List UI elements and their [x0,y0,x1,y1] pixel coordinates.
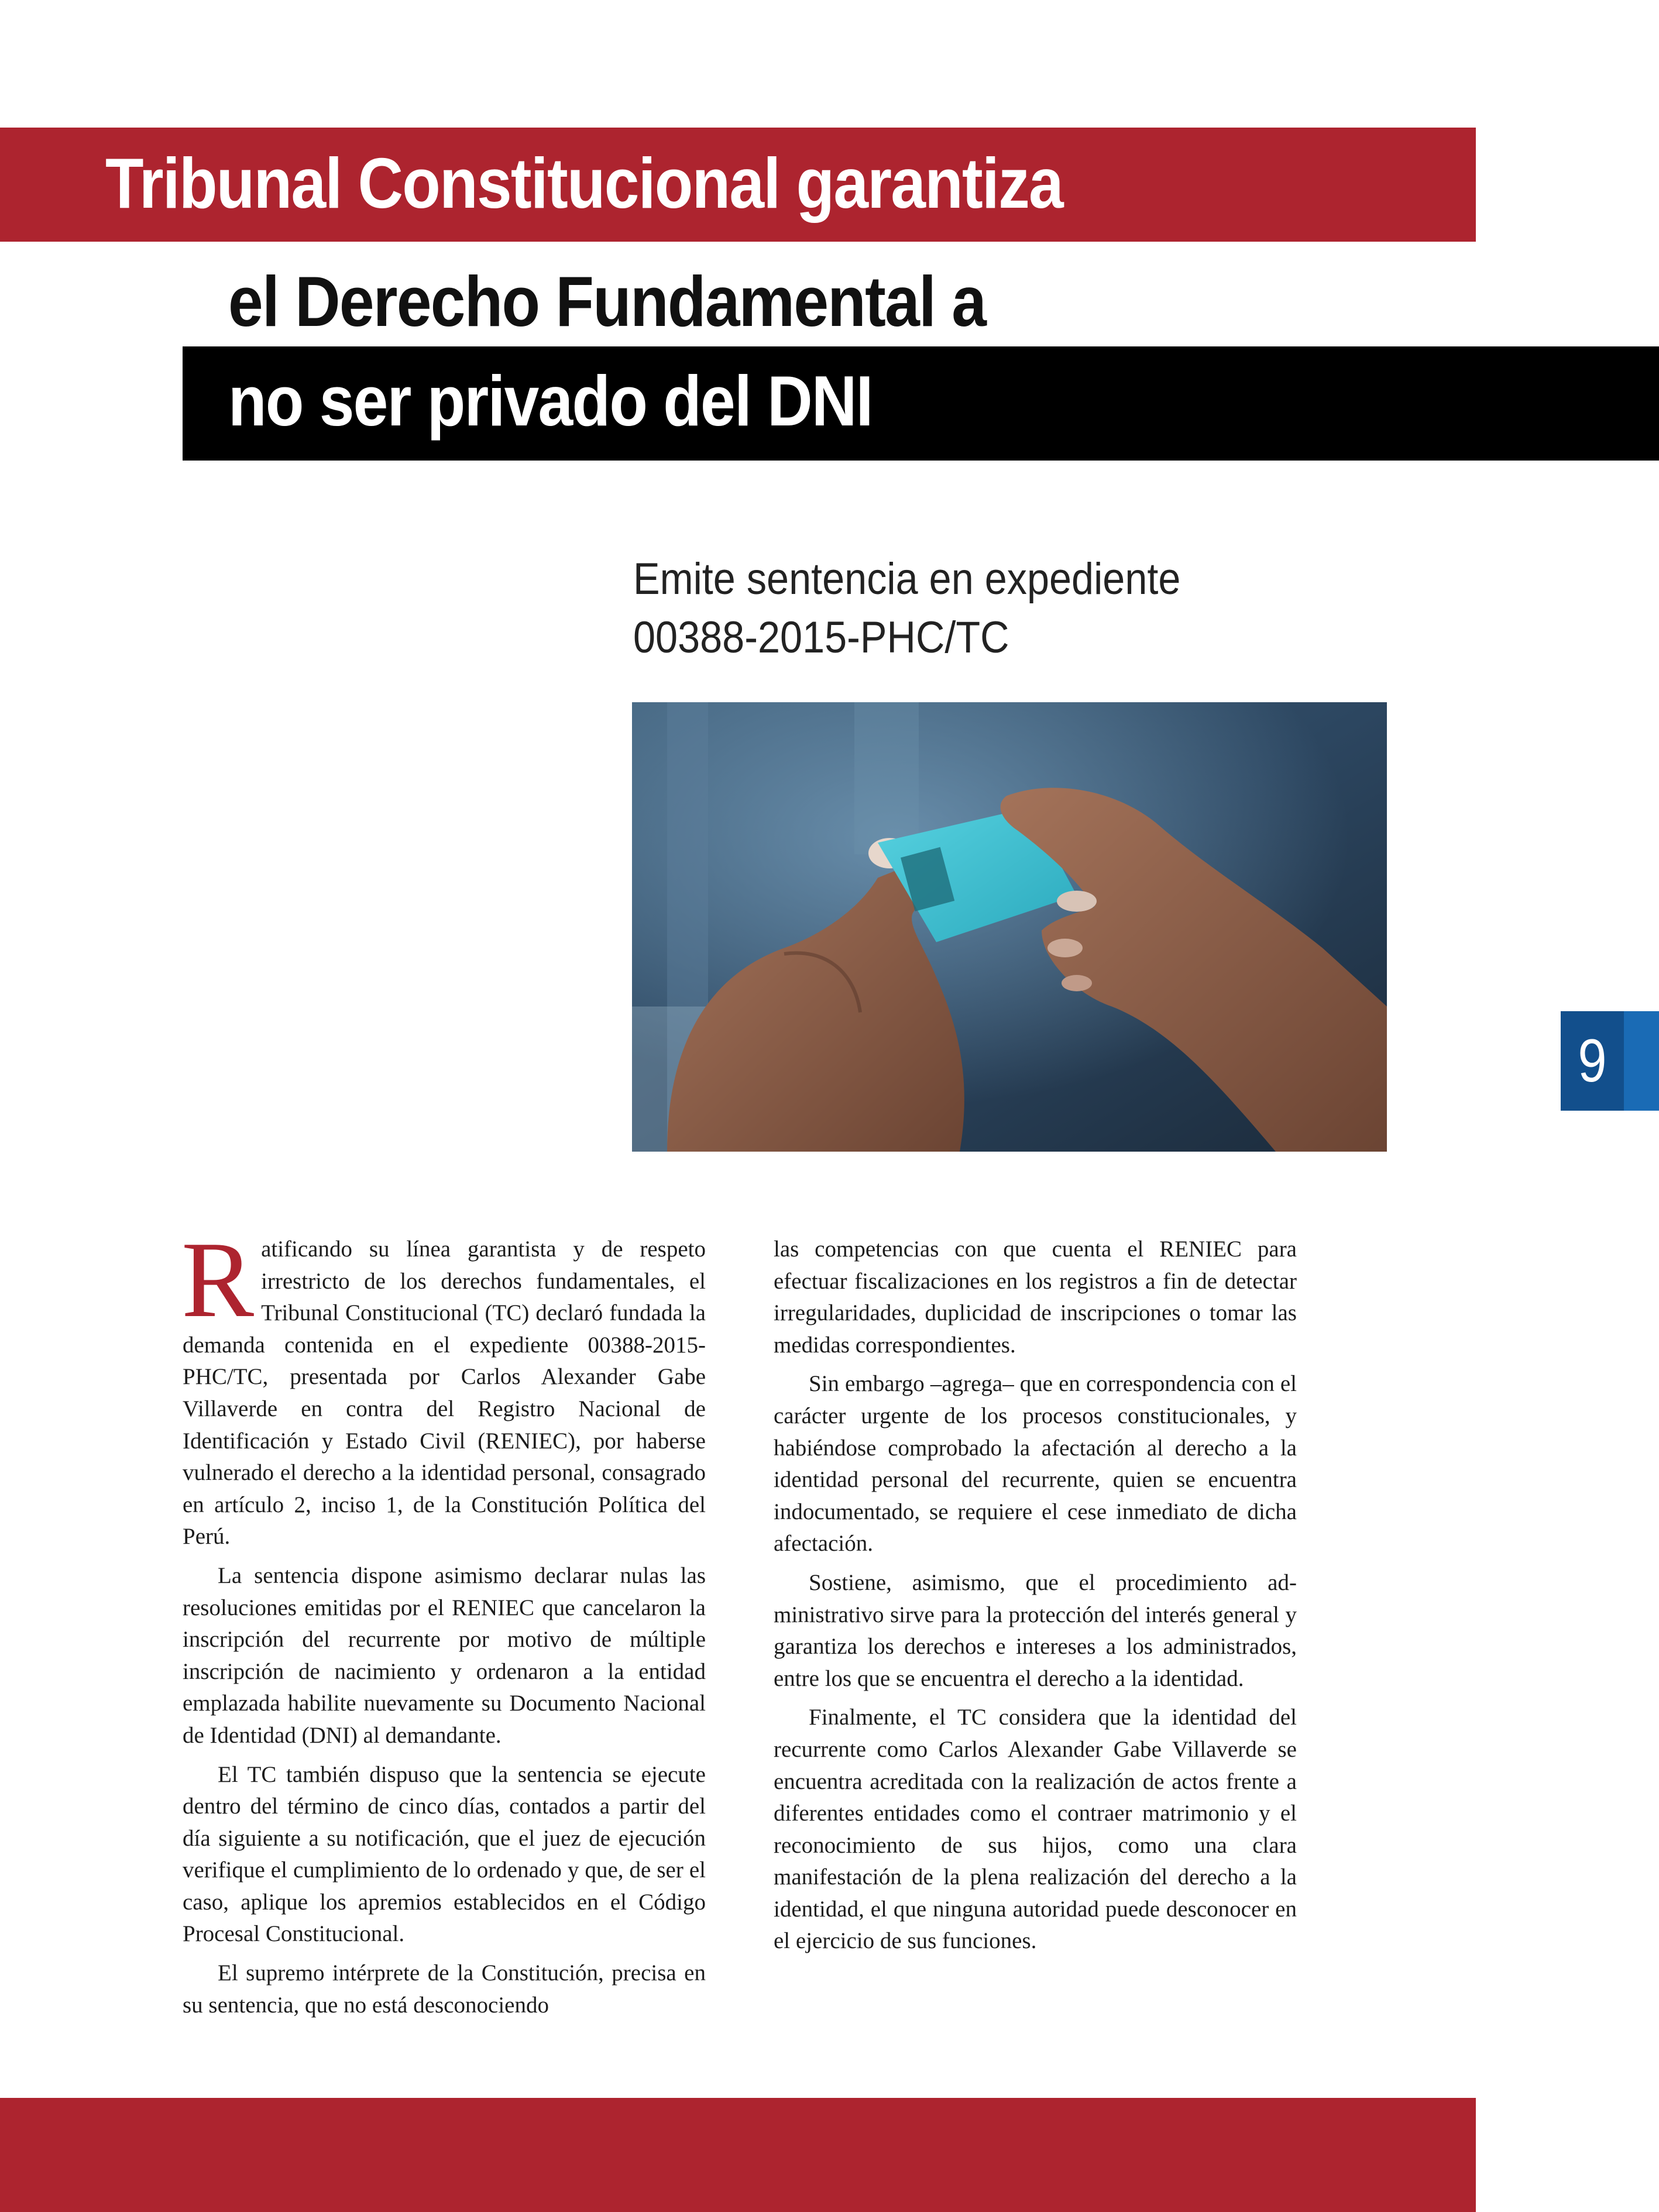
article-paragraph-5: Sin embargo –agrega– que en correspondencia con el carácter urgente de los procesos constitucionales, y habiéndose comprobado la afectación al derecho a la identidad personal del recurrente, quien se encuentra indocumentado, se requiere el cese inmediato de dicha afectación. [774,1371,1297,1557]
subtitle [633,550,1318,667]
article-column-right [774,1234,1297,1964]
footer-red-band [0,2098,1476,2212]
article-paragraph-1 [181,1220,706,1553]
headline-line-1: Tribunal Constitucional garantiza [105,143,1063,223]
article-column-left [181,1220,706,2028]
page-number-tab [1561,1011,1659,1111]
article-paragraph-2: La sentencia dispone asimismo declarar nulas las resoluciones emitidas por el RENIEC que cancelaron la inscripción del recurrente por motivo de múltiple inscripción de nacimiento y ordenaron a la entidad emplazada habilite nuevamente su Documento Nacional de Identidad (DNI) al demandante. [183,1562,706,1748]
headline-line-3: no ser privado del DNI [228,361,873,441]
article-paragraph-4-continued: las competencias con que cuenta el RENIEC para efectuar fiscalizaciones en los registros a fin de detectar irregularidades, duplicidad de inscripciones o tomar las medidas correspondientes. [774,1236,1297,1358]
article-paragraph-7: Finalmente, el TC considera que la identidad del recurrente como Carlos Alexander Gabe Villaverde se encuentra acreditada con la realización de actos frente a diferentes entidades como el contraer matrimonio y el reconocimiento de sus hijos, como una clara manifestación de la plena realización del derecho a la identidad, el que ninguna autoridad puede desconocer en el ejercicio de sus funciones. [774,1705,1297,1954]
article-paragraph-3: El TC también dispuso que la sentencia se ejecute dentro del término de cinco días, contados a partir del día siguiente a su notificación, que el juez de ejecución verifique el cumplimiento de lo ordenado y que, de ser el caso, aplique los apremios establecidos en el Código Procesal Constitucional. [183,1761,706,1947]
article-paragraph-6: Sostiene, asimismo, que el procedimiento administrativo sirve para la protección del interés general y garantiza los derechos e intereses a los administrados, entre los que se encuentra el derecho a la identidad. [774,1569,1297,1691]
photo-hands-holding-dni [632,702,1387,1152]
article-paragraph-1-text: atificando su línea garantista y de respeto irrestricto de los derechos fundamentales, el Tribunal Constitucional (TC) declaró fundada la demanda contenida en el expediente 00388-2015-PHC/TC, presentada por Carlos Alexander Gabe Villaverde en contra del Registro Nacional de Identificación y Estado Civil (RENIEC), por haberse vulnerado el derecho a la identidad personal, consagrado en artículo 2, inciso 1, de la Constitución Política del Perú. [183,1236,706,1550]
drop-cap: R [181,1220,255,1340]
photo-illustration [632,702,1387,1152]
article-paragraph-4: El supremo intérprete de la Constitución, precisa en su sentencia, que no está desconociendo [183,1960,706,2018]
subtitle-line-2: 00388-2015-PHC/TC [633,613,1009,662]
headline-line-2: el Derecho Fundamental a [228,262,986,341]
page-number: 9 [1578,1027,1607,1095]
subtitle-line-1: Emite sentencia en expediente [633,554,1181,604]
